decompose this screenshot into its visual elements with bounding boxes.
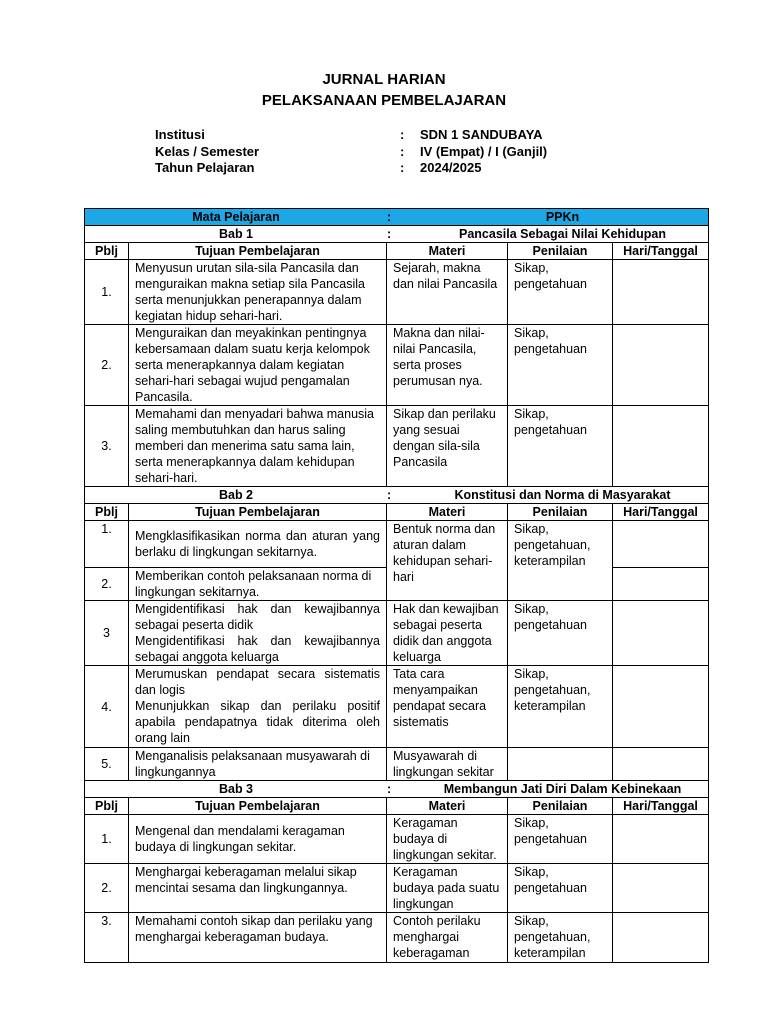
- row-tujuan: [129, 601, 387, 666]
- table-row: [85, 864, 709, 913]
- document-title: JURNAL HARIAN: [322, 71, 446, 88]
- document-subtitle: PELAKSANAAN PEMBELAJARAN: [261, 92, 507, 109]
- row-number: 4.: [85, 666, 129, 748]
- row-tujuan: Mengenal dan mendalami keragaman budaya di lingkungan sekitar.: [129, 815, 387, 864]
- row-hari: [613, 864, 709, 913]
- bab-separator: :: [387, 227, 392, 241]
- table-row: [85, 601, 709, 666]
- header-penilaian: Penilaian: [508, 243, 613, 260]
- row-penilaian: [508, 748, 613, 781]
- row-number: 2.: [85, 864, 129, 913]
- row-materi: Contoh perilaku menghargai keberagaman: [387, 913, 508, 963]
- row-penilaian: Sikap, pengetahuan: [508, 406, 613, 487]
- row-tujuan-line: Mengidentifikasi hak dan kewajibannya sebagai peserta didik: [135, 602, 380, 632]
- header-row: [85, 798, 709, 815]
- header-penilaian: Penilaian: [508, 798, 613, 815]
- info-row-tahun: [155, 160, 655, 177]
- bab-row: [85, 781, 709, 798]
- row-hari: [613, 666, 709, 748]
- row-tujuan: Memahami dan menyadari bahwa manusia saling membutuhkan dan harus saling memberi dan menerima satu sama lain, serta menerapkannya dalam kehidupan sehari-hari.: [129, 406, 387, 487]
- header-hari: Hari/Tanggal: [613, 243, 709, 260]
- row-penilaian: Sikap, pengetahuan: [508, 815, 613, 864]
- bab-title: Pancasila Sebagai Nilai Kehidupan: [459, 227, 667, 241]
- row-number: 3.: [85, 406, 129, 487]
- subject-value: PPKn: [545, 210, 580, 224]
- bab-row: [85, 226, 709, 243]
- info-separator: :: [400, 143, 405, 159]
- bab-separator: :: [387, 782, 392, 796]
- info-label: Institusi: [155, 127, 205, 142]
- row-hari: [613, 568, 709, 601]
- row-materi: Musyawarah di lingkungan sekitar: [387, 748, 508, 781]
- row-tujuan: Menguraikan dan meyakinkan pentingnya kebersamaan dalam suatu kerja kelompok serta menerapkannya dalam kegiatan sehari-hari sebagai wujud pengamalan Pancasila.: [129, 325, 387, 406]
- info-label: Tahun Pelajaran: [155, 160, 255, 175]
- row-tujuan: Menyusun urutan sila-sila Pancasila dan menguraikan makna setiap sila Pancasila serta menunjukkan penerapannya dalam kegiatan hidup sehari-hari.: [129, 260, 387, 325]
- row-number: 1.: [85, 260, 129, 325]
- bab-title: Membangun Jati Diri Dalam Kebinekaan: [443, 782, 682, 796]
- bab-label: Bab 1: [218, 227, 254, 241]
- info-row-institusi: [155, 127, 655, 144]
- row-hari: [613, 815, 709, 864]
- info-value: SDN 1 SANDUBAYA: [420, 127, 543, 142]
- journal-table: [84, 208, 709, 963]
- header-hari: Hari/Tanggal: [613, 504, 709, 521]
- header-pblj: Pblj: [85, 798, 129, 815]
- info-label: Kelas / Semester: [155, 143, 260, 159]
- header-penilaian: Penilaian: [508, 504, 613, 521]
- row-penilaian: Sikap, pengetahuan, keterampilan: [508, 666, 613, 748]
- row-hari: [613, 748, 709, 781]
- row-number: 5.: [85, 748, 129, 781]
- row-penilaian: Sikap, pengetahuan: [508, 864, 613, 913]
- row-number: 2.: [85, 568, 129, 601]
- header-hari: Hari/Tanggal: [613, 798, 709, 815]
- info-block: [155, 127, 655, 177]
- table-row: [85, 521, 709, 568]
- row-penilaian: Sikap, pengetahuan: [508, 325, 613, 406]
- table-row: [85, 913, 709, 963]
- table-row: [85, 666, 709, 748]
- header-tujuan: Tujuan Pembelajaran: [129, 504, 387, 521]
- row-tujuan: Memahami contoh sikap dan perilaku yang menghargai keberagaman budaya.: [129, 913, 387, 963]
- info-value: 2024/2025: [420, 160, 482, 175]
- subject-row: [85, 209, 709, 226]
- info-separator: :: [400, 160, 405, 175]
- row-number: 1.: [85, 521, 129, 568]
- header-row: [85, 243, 709, 260]
- subject-separator: :: [387, 210, 392, 224]
- row-tujuan: Memberikan contoh pelaksanaan norma di lingkungan sekitarnya.: [129, 568, 387, 601]
- bab-label: Bab 3: [218, 782, 254, 796]
- bab-separator: :: [387, 488, 392, 502]
- table-row: [85, 406, 709, 487]
- header-materi: Materi: [387, 798, 508, 815]
- header-materi: Materi: [387, 504, 508, 521]
- header-materi: Materi: [387, 243, 508, 260]
- table-row: [85, 815, 709, 864]
- row-tujuan: Mengklasifikasikan norma dan aturan yang berlaku di lingkungan sekitarnya.: [129, 521, 387, 568]
- row-materi: Keragaman budaya di lingkungan sekitar.: [387, 815, 508, 864]
- row-penilaian: Sikap, pengetahuan: [508, 601, 613, 666]
- row-materi: Keragaman budaya pada suatu lingkungan: [387, 864, 508, 913]
- row-penilaian: Sikap, pengetahuan, keterampilan: [508, 521, 613, 601]
- row-penilaian: Sikap, pengetahuan, keterampilan: [508, 913, 613, 963]
- row-penilaian: Sikap, pengetahuan: [508, 260, 613, 325]
- row-number: 1.: [85, 815, 129, 864]
- row-tujuan: Menganalisis pelaksanaan musyawarah di lingkungannya: [129, 748, 387, 781]
- row-tujuan-line: Merumuskan pendapat secara sistematis dan logis: [135, 667, 380, 697]
- header-row: [85, 504, 709, 521]
- row-tujuan-line: Mengidentifikasi hak dan kewajibannya sebagai anggota keluarga: [135, 634, 380, 664]
- table-row: [85, 748, 709, 781]
- bab-label: Bab 2: [218, 488, 254, 502]
- bab-title: Konstitusi dan Norma di Masyarakat: [454, 488, 671, 502]
- table-row: [85, 260, 709, 325]
- header-tujuan: Tujuan Pembelajaran: [129, 798, 387, 815]
- row-tujuan: [129, 666, 387, 748]
- bab-row: [85, 487, 709, 504]
- row-hari: [613, 325, 709, 406]
- table-row: [85, 325, 709, 406]
- row-number: 3.: [85, 913, 129, 963]
- row-hari: [613, 260, 709, 325]
- row-materi: Hak dan kewajiban sebagai peserta didik dan anggota keluarga: [387, 601, 508, 666]
- info-separator: :: [400, 127, 405, 142]
- header-pblj: Pblj: [85, 504, 129, 521]
- row-tujuan-line: Menunjukkan sikap dan perilaku positif apabila pendapatnya tidak diterima oleh orang lain: [135, 699, 380, 745]
- info-row-kelas: [155, 144, 655, 161]
- row-number: 3: [85, 601, 129, 666]
- row-hari: [613, 406, 709, 487]
- row-hari: [613, 521, 709, 568]
- row-materi: Bentuk norma dan aturan dalam kehidupan sehari-hari: [387, 521, 508, 601]
- row-materi: Tata cara menyampaikan pendapat secara sistematis: [387, 666, 508, 748]
- row-materi: Sejarah, makna dan nilai Pancasila: [387, 260, 508, 325]
- row-materi: Sikap dan perilaku yang sesuai dengan sila-sila Pancasila: [387, 406, 508, 487]
- row-hari: [613, 601, 709, 666]
- info-value: IV (Empat) / I (Ganjil): [420, 143, 548, 159]
- row-materi: Makna dan nilai-nilai Pancasila, serta proses perumusan nya.: [387, 325, 508, 406]
- header-tujuan: Tujuan Pembelajaran: [129, 243, 387, 260]
- header-pblj: Pblj: [85, 243, 129, 260]
- row-tujuan: Menghargai keberagaman melalui sikap mencintai sesama dan lingkungannya.: [129, 864, 387, 913]
- row-number: 2.: [85, 325, 129, 406]
- row-hari: [613, 913, 709, 963]
- subject-label: Mata Pelajaran: [192, 210, 280, 224]
